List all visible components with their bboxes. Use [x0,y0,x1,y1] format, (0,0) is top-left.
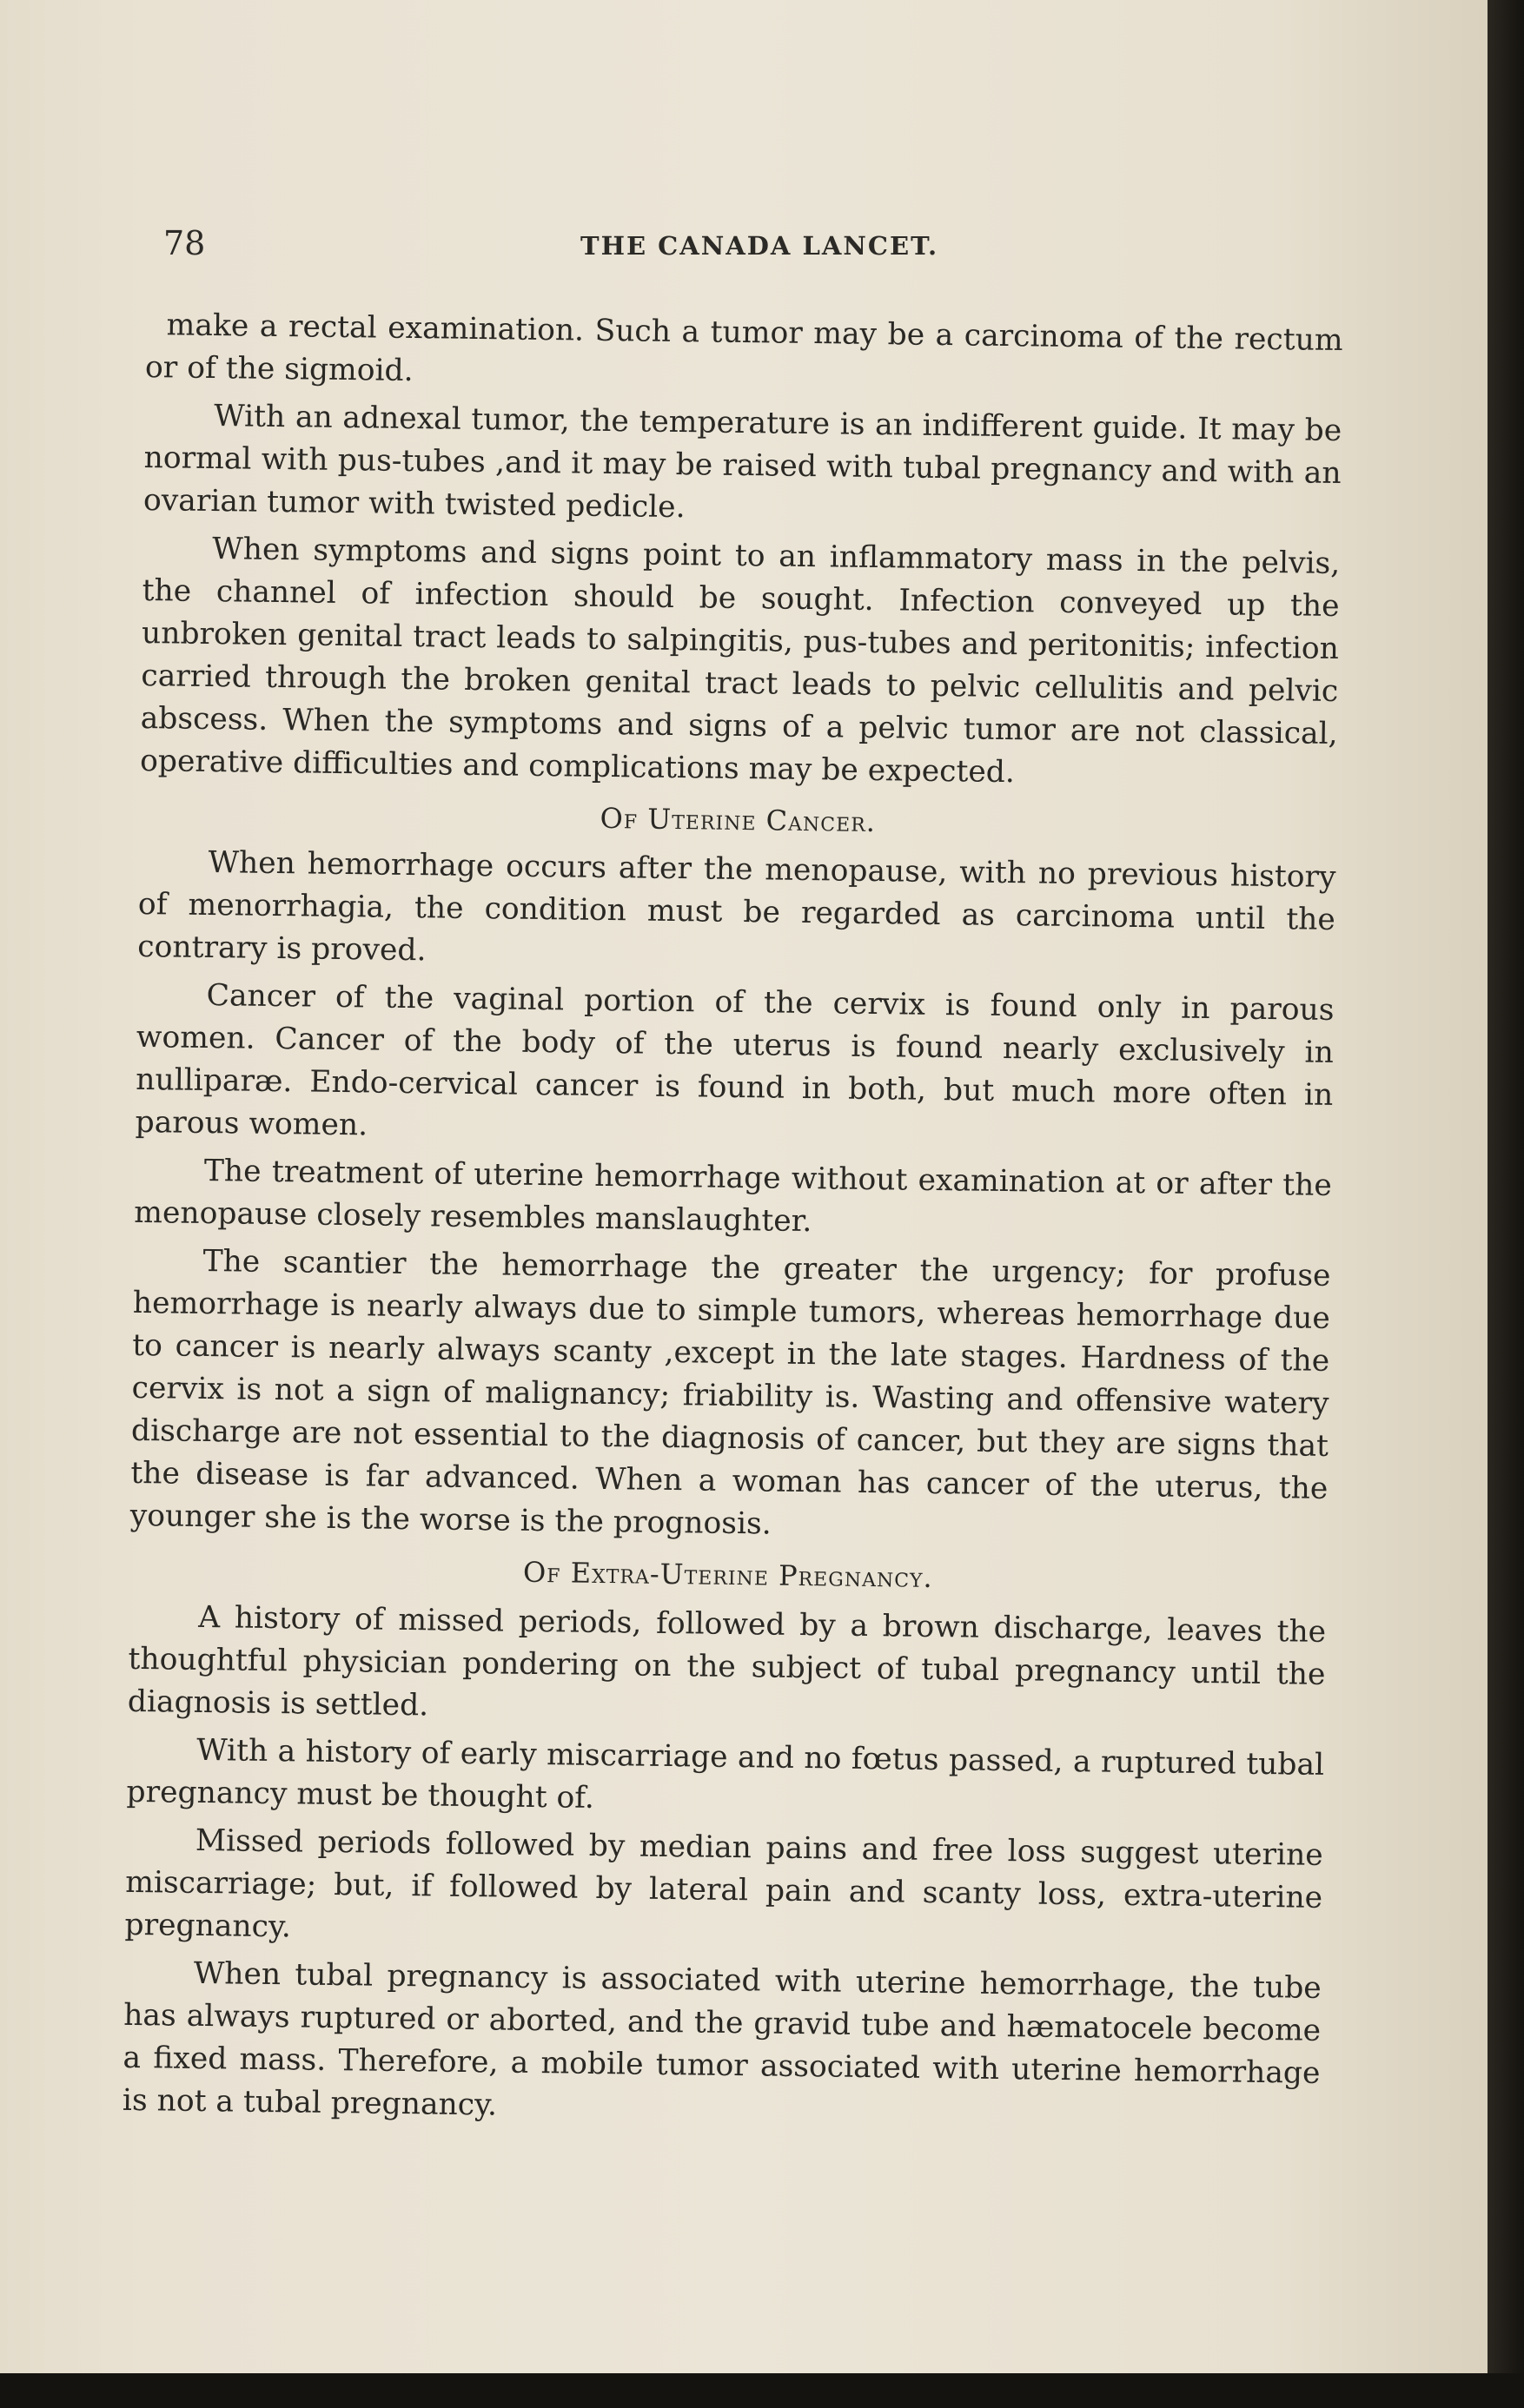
paragraph-postmenopausal-hemorrhage: When hemorrhage occurs after the menopause, with no previous history of menorrhagia, the condition must be regarded as carcinoma until the contrary is proved. [137,844,1336,969]
paragraph-tubal-hemorrhage: When tubal pregnancy is associated with uterine hemorrhage, the tube has always ruptured or aborted, and the gravid tube and hæmatocele become a fixed mass. Therefore, a mobile tumor associated with uterine hemorrhage is not a tubal pregnancy. [122,1955,1322,2123]
running-title: THE CANADA LANCET. [580,231,939,261]
paragraph-adnexal-tumor: With an adnexal tumor, the temperature is an indifferent guide. It may be normal with pus-tubes ,and it may be raised with tubal pregnancy and with an ovarian tumor with twisted pedicle. [142,399,1342,526]
paragraph-early-miscarriage: With a history of early miscarriage and no fœtus passed, a ruptured tubal pregnancy must be thought of. [126,1732,1325,1816]
paragraph-treatment-warning: The treatment of uterine hemorrhage without examination at or after the menopause closely resembles manslaughter. [134,1153,1333,1240]
paragraph-cancer-sites: Cancer of the vaginal portion of the cervix is found only in parous women. Cancer of the body of the uterus is found nearly exclusively in nulliparæ. Endo-cervical cancer is found in both, but much more often in parous women. [135,977,1335,1143]
paragraph-hemorrhage-urgency: The scantier the hemorrhage the greater the urgency; for profuse hemorrhage is nearly always due to simple tumors, whereas hemorrhage due to cancer is nearly always scanty ,except in the late stages. Hardness of the cervix is not a sign of malignancy; friability is. Wasting and offensive watery discharge are not essential to the diagnosis of cancer, but they are signs that the disease is far advanced. When a woman has cancer of the uterus, the younger she is the worse is the prognosis. [129,1243,1331,1542]
book-spine-shadow [1488,0,1524,2408]
page-number: 78 [163,224,206,262]
article-body [123,304,1343,2143]
section-heading-extra-uterine-pregnancy: Of Extra-Uterine Pregnancy. [522,1555,933,1594]
paragraph-inflammatory-mass: When symptoms and signs point to an inflammatory mass in the pelvis, the channel of infection should be sought. Infection conveyed up the unbroken genital tract leads to salpingitis, pus-tubes and peritonitis; infection carried through the broken genital tract leads to pelvic cellulitis and pelvic abscess. When the symptoms and signs of a pelvic tumor are not classical, operative difficulties and complications may be expected. [139,532,1341,791]
paragraph-missed-periods: A history of missed periods, followed by a brown discharge, leaves the thoughtful physician pondering on the subject of tubal pregnancy until the diagnosis is settled. [127,1599,1327,1723]
paragraph-median-pains: Missed periods followed by median pains and free loss suggest uterine miscarriage; but, if followed by lateral pain and scanty loss, extra-uterine pregnancy. [124,1823,1324,1945]
scan-bottom-edge [0,2373,1524,2408]
paragraph-rectal-exam: make a rectal examination. Such a tumor may be a carcinoma of the rectum or of the sigmoid. [144,308,1343,389]
section-heading-uterine-cancer: Of Uterine Cancer. [600,801,877,839]
page-header [163,224,1345,276]
